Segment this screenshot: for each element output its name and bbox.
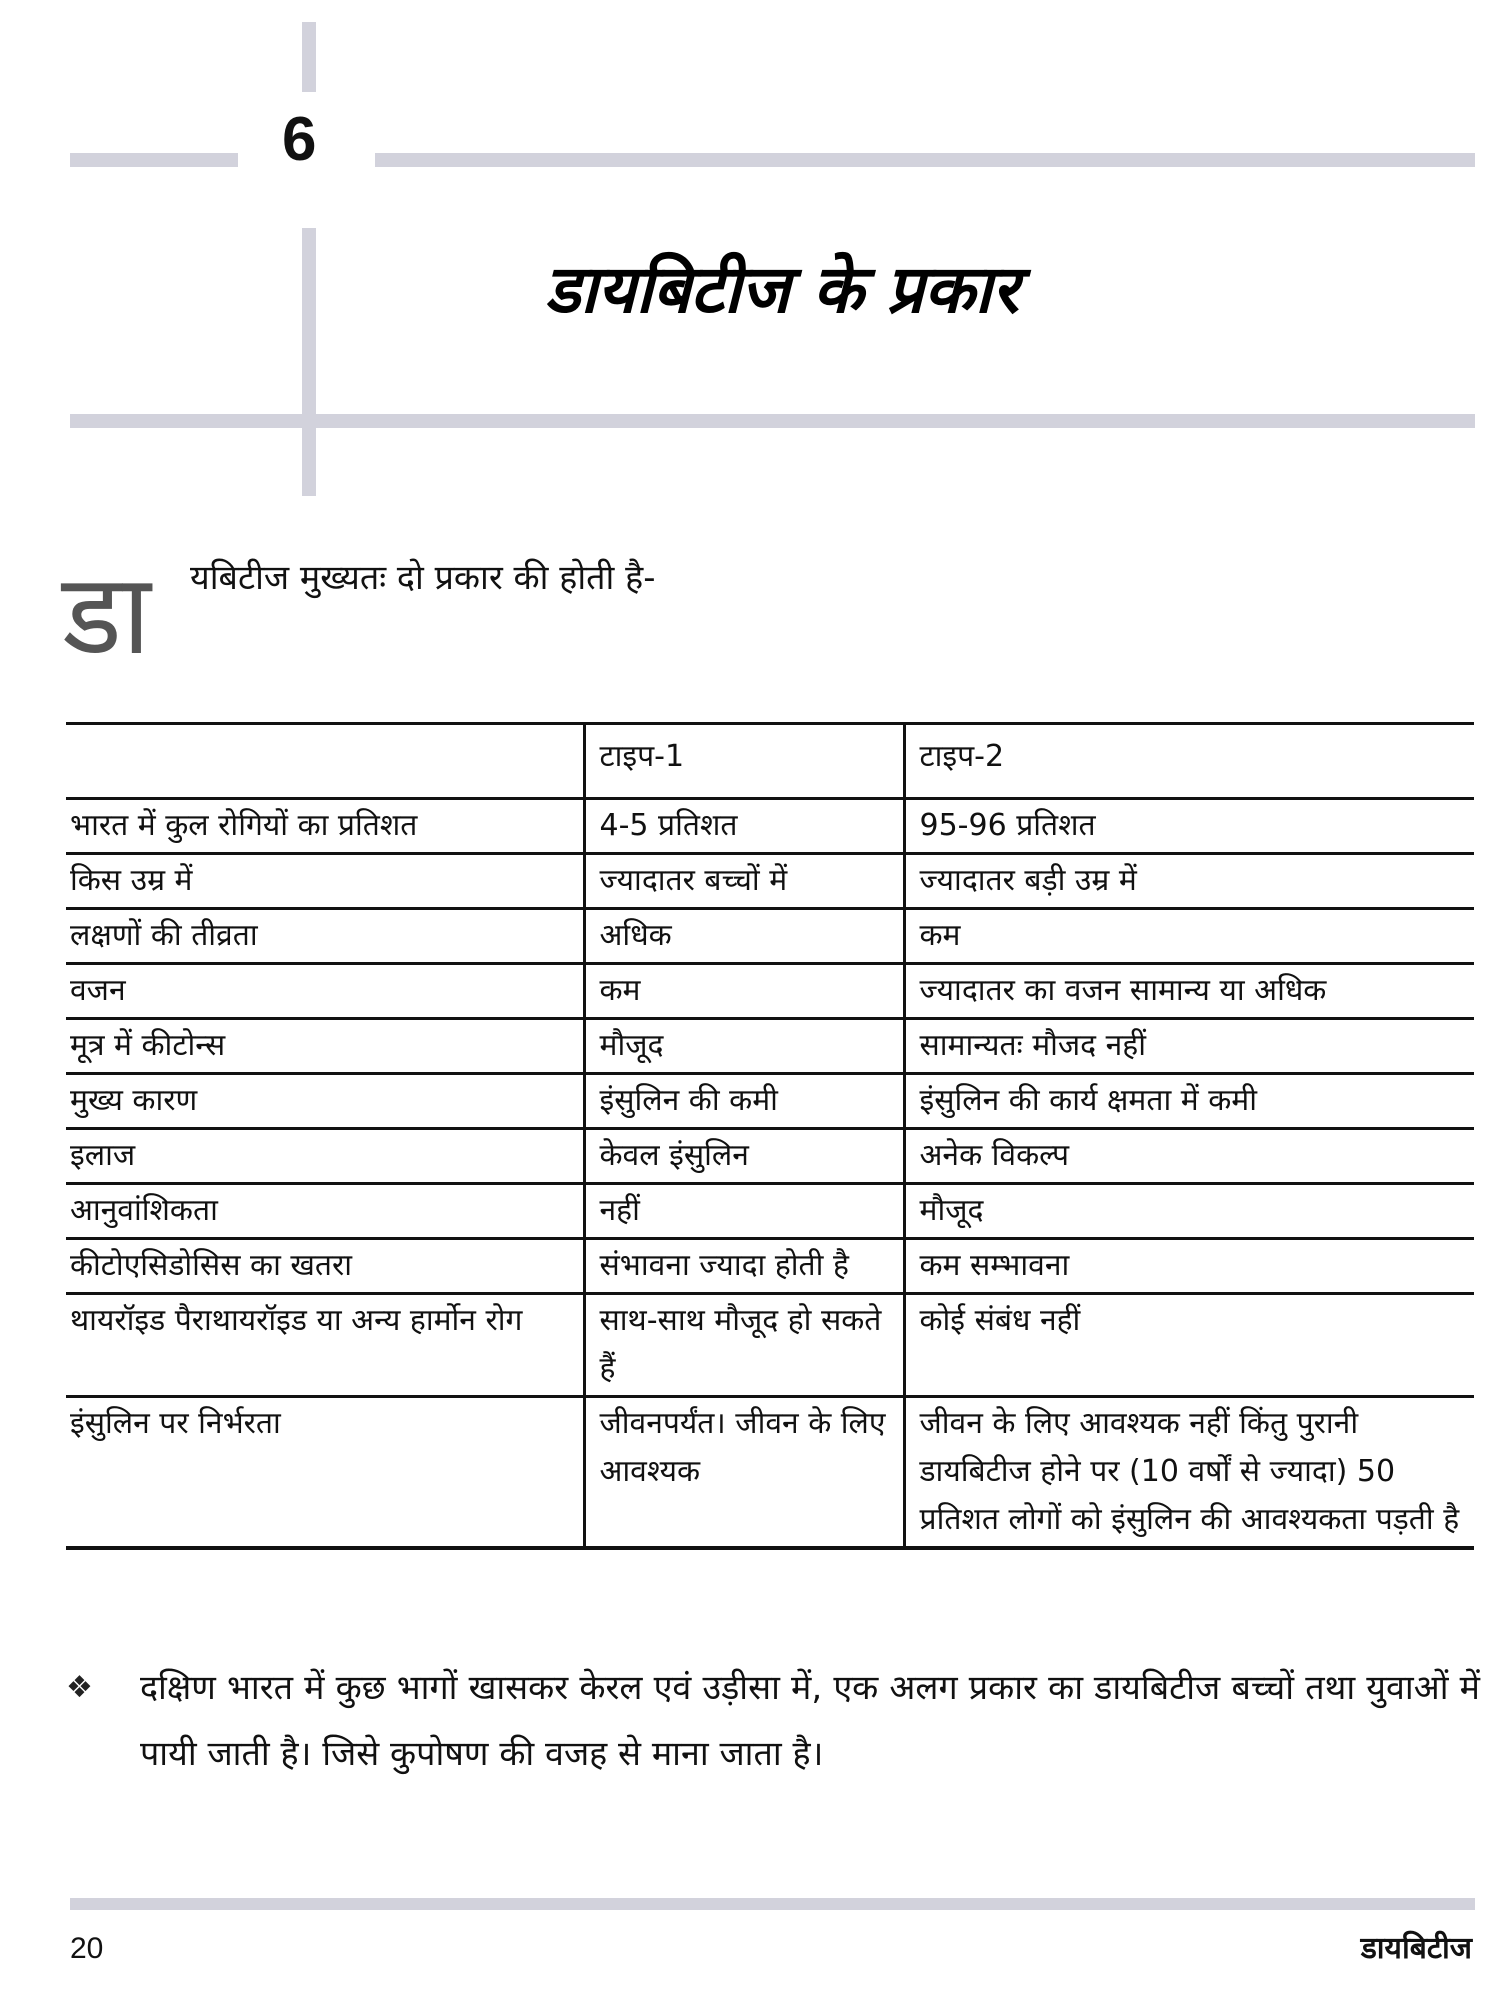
frame-vertical-bar — [302, 228, 316, 496]
header-cell-type2: टाइप-2 — [904, 724, 1474, 799]
type2-cell: कम सम्भावना — [904, 1239, 1474, 1294]
type1-cell: साथ-साथ मौजूद हो सकते हैं — [584, 1294, 904, 1397]
table-row — [66, 909, 1474, 964]
type2-cell: अनेक विकल्प — [904, 1129, 1474, 1184]
table-row — [66, 1397, 1474, 1549]
table-header-row — [66, 724, 1474, 799]
chapter-title: डायबिटीज के प्रकार — [545, 251, 1019, 328]
type2-cell: कोई संबंध नहीं — [904, 1294, 1474, 1397]
table-row — [66, 964, 1474, 1019]
type2-cell: ज्यादातर बड़ी उम्र में — [904, 854, 1474, 909]
frame-horizontal-bar — [70, 414, 1475, 428]
table-row — [66, 799, 1474, 854]
row-label: इंसुलिन पर निर्भरता — [66, 1397, 584, 1549]
table-row — [66, 1074, 1474, 1129]
type2-cell: सामान्यतः मौजद नहीं — [904, 1019, 1474, 1074]
row-label: मूत्र में कीटोन्स — [66, 1019, 584, 1074]
type2-cell: जीवन के लिए आवश्यक नहीं किंतु पुरानी डायबिटीज होने पर (10 वर्षों से ज्यादा) 50 प्रतिशत लोगों को इंसुलिन की आवश्यकता पड़ती है — [904, 1397, 1474, 1549]
type2-cell: 95-96 प्रतिशत — [904, 799, 1474, 854]
row-label: किस उम्र में — [66, 854, 584, 909]
type1-cell: अधिक — [584, 909, 904, 964]
row-label: थायरॉइड पैराथायरॉइड या अन्य हार्मोन रोग — [66, 1294, 584, 1397]
type1-cell: 4-5 प्रतिशत — [584, 799, 904, 854]
row-label: वजन — [66, 964, 584, 1019]
table-row — [66, 1184, 1474, 1239]
frame-vertical-bar — [302, 22, 316, 92]
row-label: कीटोएसिडोसिस का खतरा — [66, 1239, 584, 1294]
frame-horizontal-bar — [375, 153, 1475, 167]
type2-cell: इंसुलिन की कार्य क्षमता में कमी — [904, 1074, 1474, 1129]
table-row — [66, 1294, 1474, 1397]
page-number: 20 — [70, 1932, 104, 1965]
type2-cell: ज्यादातर का वजन सामान्य या अधिक — [904, 964, 1474, 1019]
type1-cell: मौजूद — [584, 1019, 904, 1074]
type2-cell: मौजूद — [904, 1184, 1474, 1239]
footer-rule — [70, 1898, 1475, 1910]
type1-cell: केवल इंसुलिन — [584, 1129, 904, 1184]
drop-cap: डा — [62, 550, 151, 680]
type1-cell: इंसुलिन की कमी — [584, 1074, 904, 1129]
table-row — [66, 1019, 1474, 1074]
type1-cell: जीवनपर्यंत। जीवन के लिए आवश्यक — [584, 1397, 904, 1549]
comparison-table — [66, 722, 1474, 1550]
type1-cell: कम — [584, 964, 904, 1019]
table-row — [66, 1239, 1474, 1294]
note-paragraph: दक्षिण भारत में कुछ भागों खासकर केरल एवं उड़ीसा में, एक अलग प्रकार का डायबिटीज बच्चों तथा युवाओं में पायी जाती है। जिसे कुपोषण की वजह से माना जाता है। — [140, 1668, 1480, 1774]
type1-cell: नहीं — [584, 1184, 904, 1239]
row-label: लक्षणों की तीव्रता — [66, 909, 584, 964]
chapter-number: 6 — [282, 105, 317, 174]
type1-cell: संभावना ज्यादा होती है — [584, 1239, 904, 1294]
intro-text: यबिटीज मुख्यतः दो प्रकार की होती है- — [190, 558, 656, 598]
header-cell-type1: टाइप-1 — [584, 724, 904, 799]
header-cell-empty — [66, 724, 584, 799]
row-label: भारत में कुल रोगियों का प्रतिशत — [66, 799, 584, 854]
table-row — [66, 854, 1474, 909]
row-label: आनुवांशिकता — [66, 1184, 584, 1239]
type1-cell: ज्यादातर बच्चों में — [584, 854, 904, 909]
running-footer-title: डायबिटीज — [1360, 1931, 1472, 1966]
row-label: इलाज — [66, 1129, 584, 1184]
type2-cell: कम — [904, 909, 1474, 964]
row-label: मुख्य कारण — [66, 1074, 584, 1129]
diamond-bullet-icon: ❖ — [66, 1670, 93, 1705]
frame-horizontal-bar — [70, 153, 238, 167]
table-row — [66, 1129, 1474, 1184]
